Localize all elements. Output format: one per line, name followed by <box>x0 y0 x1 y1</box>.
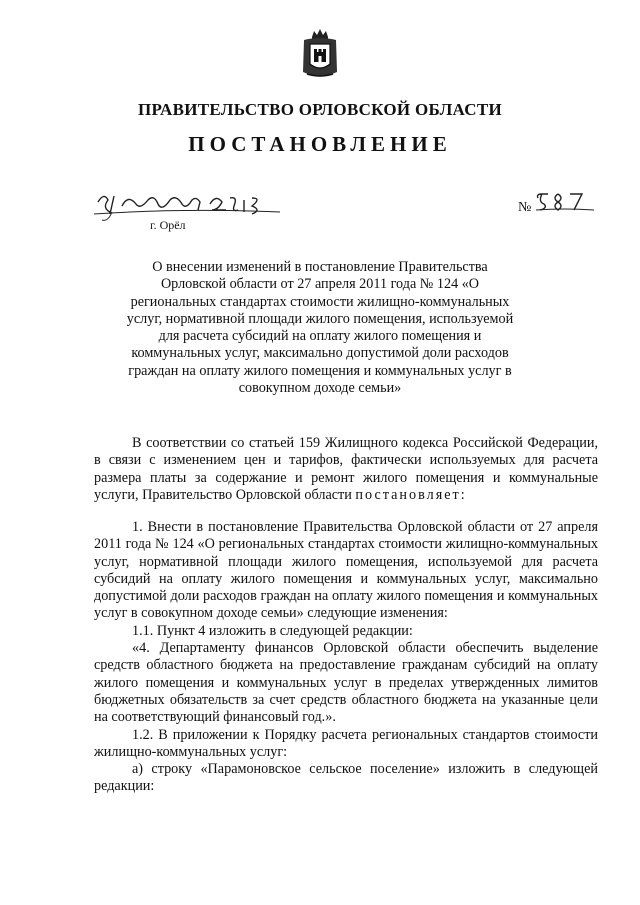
document-type-title: ПОСТАНОВЛЕНИЕ <box>188 132 452 156</box>
handwritten-number <box>534 190 596 214</box>
item-1-2: 1.2. В приложении к Порядку расчета региональных стандартов стоимости жилищно-коммунальных услуг: <box>94 726 598 760</box>
coat-of-arms-icon <box>301 28 339 80</box>
preamble-paragraph <box>94 435 598 504</box>
item-1: 1. Внести в постановление Правительства Орловской области от 27 апреля 2011 года № 124 «О региональных стандартах стоимости жилищно-коммунальных услуг, нормативной площади жилого помещения, используемой для расчета субсидий на оплату жилого помещения и коммунальных услуг, максимально допустимой доли расходов граждан на оплату жилого помещения и коммунальных услуг в совокупном доходе семьи» следующие изменения: <box>94 519 598 622</box>
preamble-text: В соответствии со статьей 159 Жилищного кодекса Российской Федерации, в связи с изменением цен и тарифов, фактически используемых для расчета размера платы за содержание и ремонт жилого помещения и коммунальные услуги, Правительство Орловской области <box>94 435 598 503</box>
resolution-items <box>94 519 598 796</box>
city-label: г. Орёл <box>150 218 186 232</box>
government-title: ПРАВИТЕЛЬСТВО ОРЛОВСКОЙ ОБЛАСТИ <box>137 100 503 119</box>
item-1-1-quote: «4. Департаменту финансов Орловской области обеспечить выделение средств областного бюджета на предоставление гражданам субсидий на оплату жилого помещения и коммунальных услуг в пределах утвержденных лимитов бюджетных обязательств за счет средств областного бюджета на указанные цели на соответствующий финансовый год.». <box>94 640 598 726</box>
preamble-verb: постановляет: <box>355 486 467 503</box>
handwritten-date <box>92 188 282 224</box>
item-1-1: 1.1. Пункт 4 изложить в следующей редакции: <box>132 622 413 639</box>
document-subject: О внесении изменений в постановление Правительства Орловской области от 27 апреля 2011 года № 124 «О региональных стандартах стоимости жилищно-коммунальных услуг, нормативной площади жилого помещения, используемой для расчета субсидий на оплату жилого помещения и коммунальных услуг, максимально допустимой доли расходов граждан на оплату жилого помещения и коммунальных услуг в совокупном доходе семьи» <box>126 259 514 397</box>
item-1-2-a: а) строку «Парамоновское сельское поселение» изложить в следующей редакции: <box>94 761 598 795</box>
document-number-label: № <box>518 200 532 215</box>
